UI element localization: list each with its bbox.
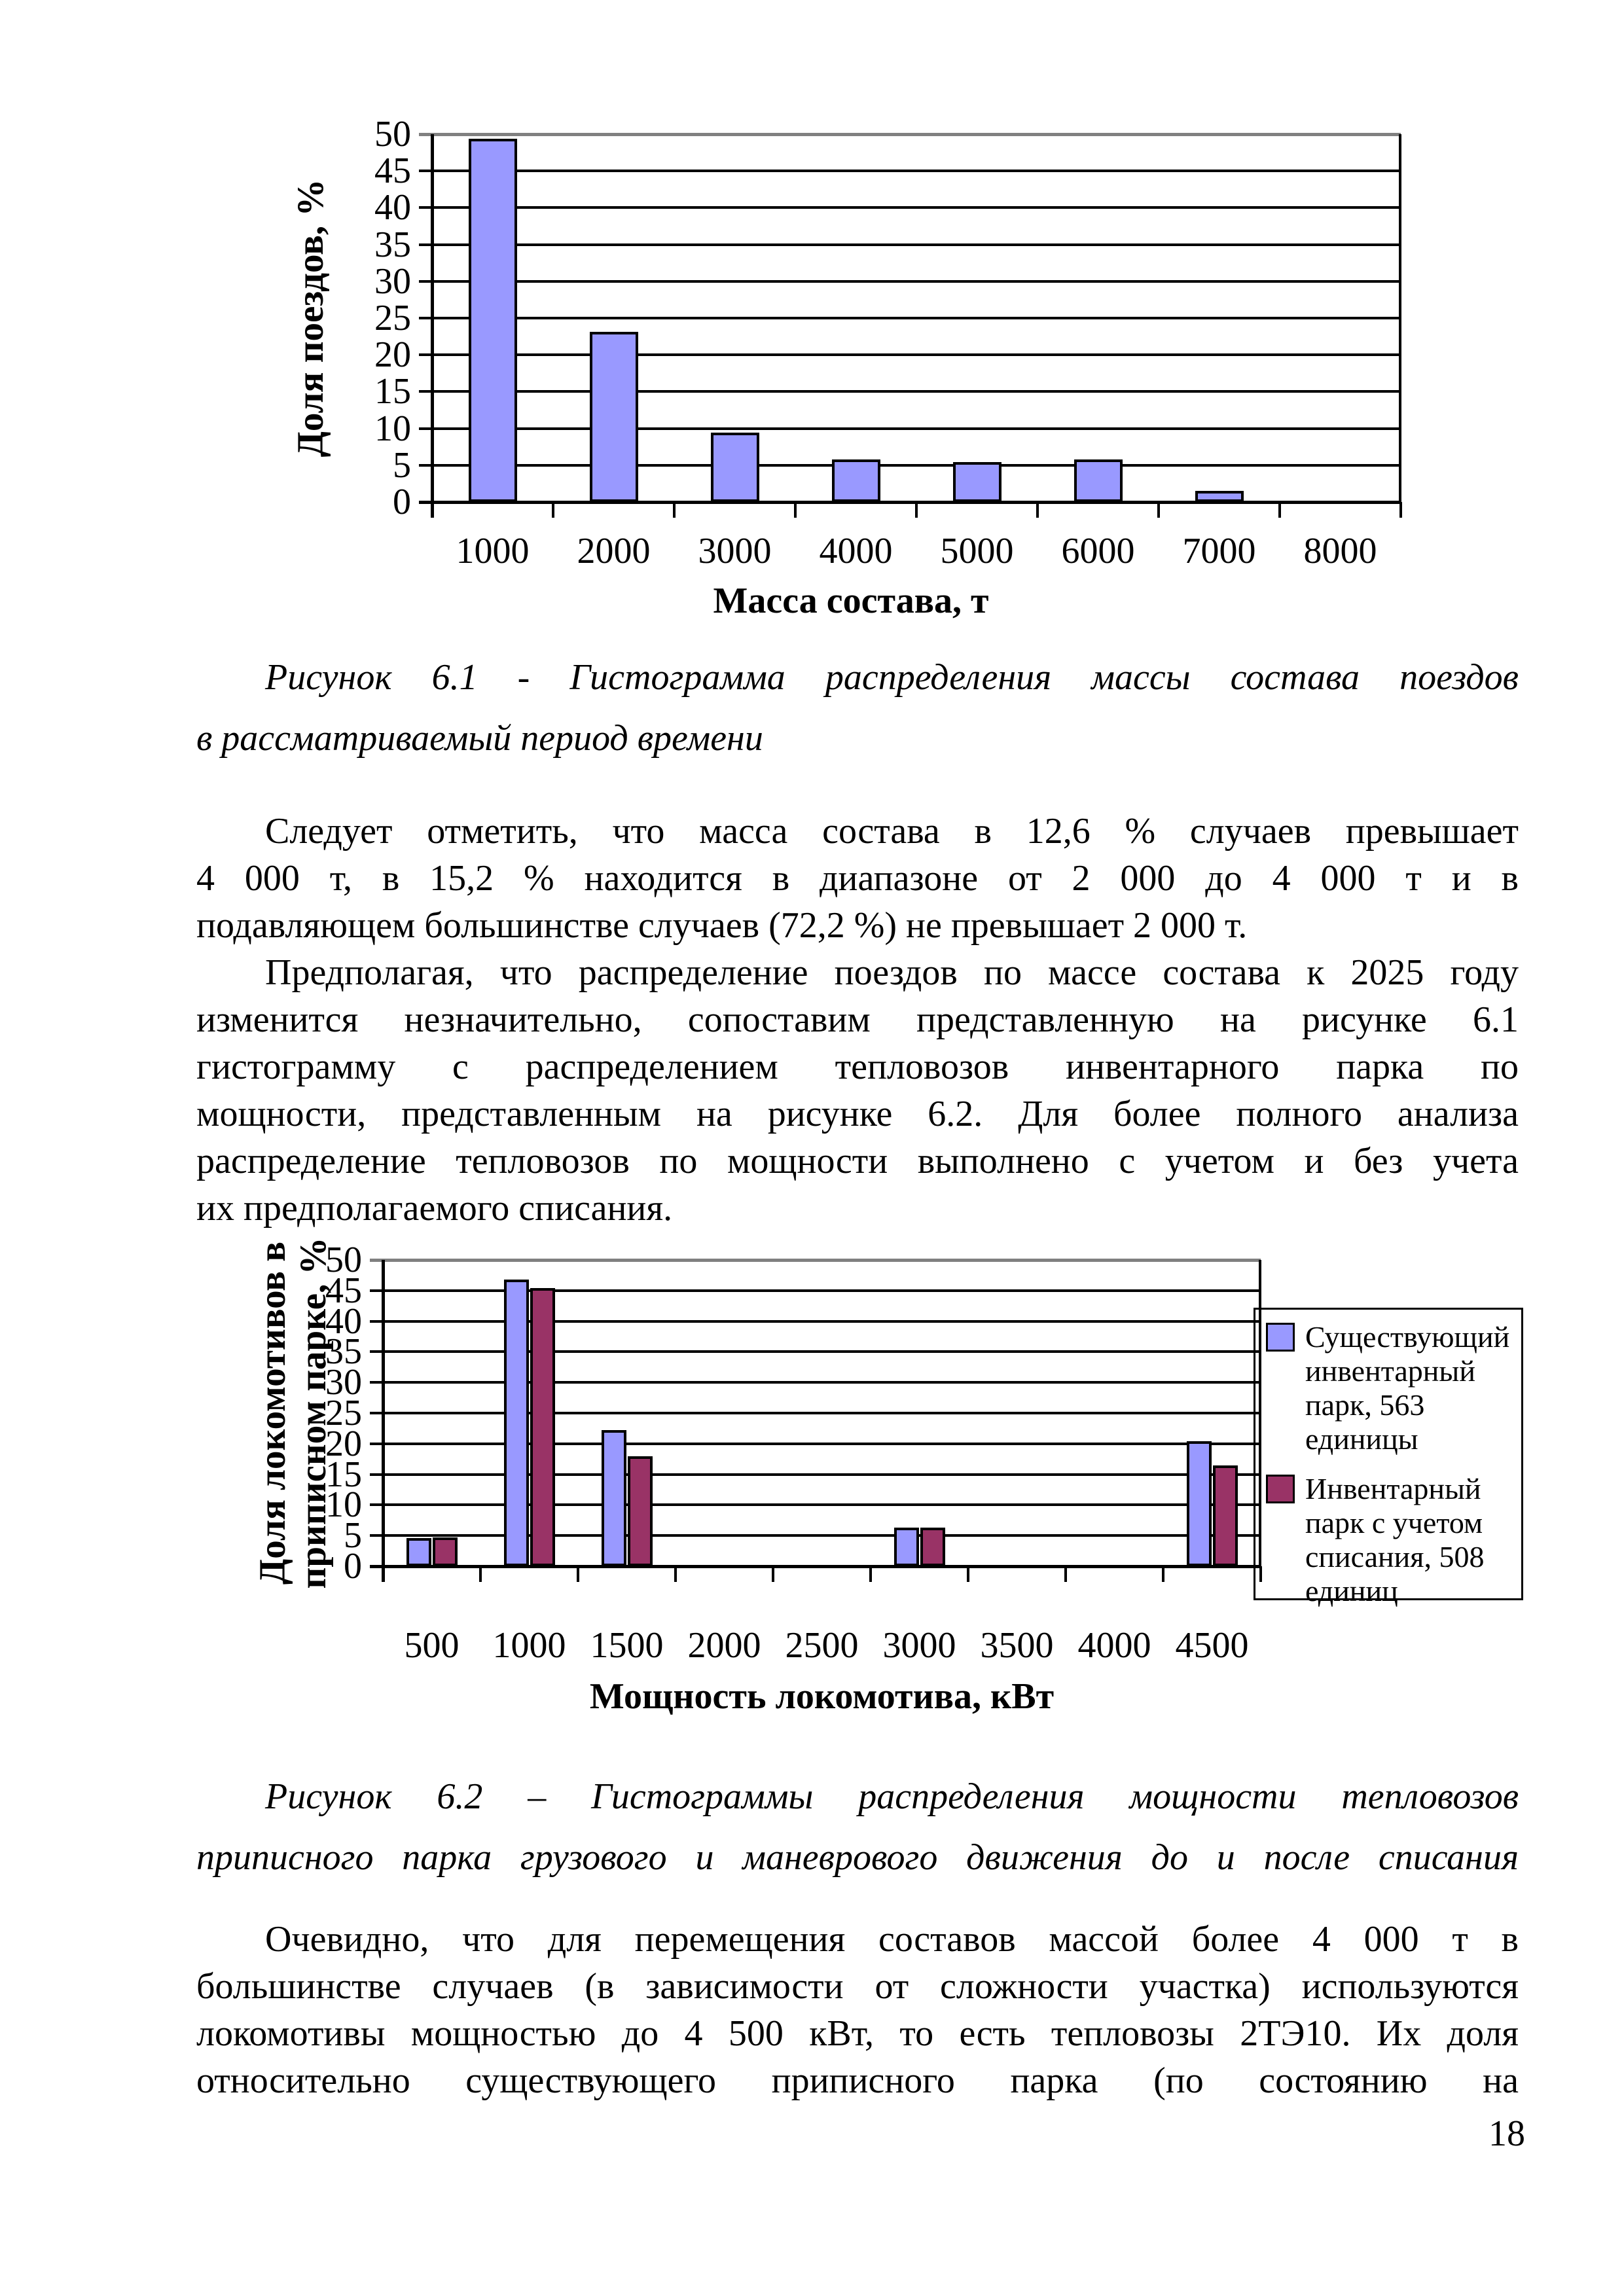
y-tick-label: 5 [344, 1515, 362, 1556]
chart1-x-axis-title: Масса состава, т [713, 581, 989, 621]
legend-entry [1266, 1472, 1515, 1608]
bar-4500-s1 [1213, 1465, 1238, 1566]
y-tick-label: 40 [325, 1300, 362, 1342]
y-tick-label: 30 [374, 260, 411, 302]
x-tick-label: 3000 [698, 531, 772, 571]
bar-1500-s1 [628, 1456, 653, 1566]
x-tick-label: 1000 [492, 1625, 566, 1666]
text-line: распределение тепловозов по мощности выполнено с учетом и без учета [196, 1141, 1519, 1181]
x-tick-label: 2500 [785, 1625, 859, 1666]
bar-1000-s0 [469, 139, 517, 502]
x-tick-mark [479, 1566, 482, 1582]
x-tick-label: 1500 [590, 1625, 664, 1666]
gridline [419, 353, 1401, 356]
text-line: Предполагая, что распределение поездов по массе состава к 2025 году [265, 952, 1519, 993]
bar-4500-s0 [1187, 1441, 1212, 1566]
bar-4000-s0 [832, 459, 880, 502]
y-tick-label: 50 [374, 114, 411, 154]
y-tick-label: 45 [374, 151, 411, 192]
x-tick-mark [552, 502, 554, 518]
bar-6000-s0 [1074, 459, 1123, 502]
gridline [419, 427, 1401, 430]
bar-5000-s0 [953, 462, 1001, 502]
chart1-y-axis-title: Доля поездов, % [290, 179, 331, 457]
plot-right-border [1259, 1260, 1261, 1566]
y-tick-label: 5 [393, 444, 411, 486]
y-tick-label: 35 [325, 1331, 362, 1372]
legend-entry [1266, 1320, 1515, 1456]
gridline [419, 133, 1401, 136]
y-tick-label: 10 [374, 408, 411, 449]
x-tick-mark [869, 1566, 872, 1582]
caption-line: в рассматриваемый период времени [196, 718, 763, 759]
bar-1000-s1 [530, 1288, 555, 1566]
x-tick-mark [577, 1566, 579, 1582]
text-line: подавляющем большинстве случаев (72,2 %) не превышает 2 000 т. [196, 905, 1248, 946]
x-tick-label: 1000 [456, 531, 530, 571]
text-line: большинстве случаев (в зависимости от сложности участка) используются [196, 1966, 1519, 2007]
x-tick-mark [1399, 502, 1402, 518]
y-tick-label: 0 [344, 1546, 362, 1587]
bar-500-s1 [433, 1537, 458, 1566]
y-tick-label: 20 [374, 334, 411, 376]
chart2-legend [1254, 1308, 1523, 1607]
x-tick-label: 7000 [1182, 531, 1256, 571]
caption-line: Рисунок 6.2 – Гистограммы распределения мощности тепловозов [265, 1776, 1519, 1817]
text-line: локомотивы мощностью до 4 500 кВт, то есть тепловозы 2ТЭ10. Их доля [196, 2013, 1519, 2054]
y-tick-label: 50 [325, 1240, 362, 1280]
legend-swatch-existing-fleet [1266, 1323, 1295, 1352]
text-line: относительно существующего приписного парка (по состоянию на [196, 2060, 1519, 2101]
gridline [419, 317, 1401, 319]
y-tick-label: 0 [393, 482, 411, 522]
gridline [419, 280, 1401, 283]
y-axis-line [431, 134, 434, 518]
x-axis-line [419, 501, 1401, 504]
text-line: изменится незначительно, сопоставим представленную на рисунке 6.1 [196, 999, 1519, 1040]
text-line: Очевидно, что для перемещения составов массой более 4 000 т в [265, 1919, 1519, 1960]
y-tick-label: 15 [325, 1454, 362, 1495]
gridline [419, 206, 1401, 209]
gridline [370, 1259, 1261, 1262]
body-text-block-2 [196, 1916, 1519, 2104]
x-tick-mark [915, 502, 918, 518]
bar-3000-s1 [920, 1528, 945, 1566]
x-tick-mark [772, 1566, 774, 1582]
bar-1000-s0 [504, 1280, 529, 1566]
x-tick-mark [1278, 502, 1281, 518]
chart2-x-axis-title: Мощность локомотива, кВт [589, 1676, 1055, 1717]
caption-line: Рисунок 6.1 - Гистограмма распределения массы состава поездов [265, 657, 1519, 698]
x-tick-label: 5000 [940, 531, 1014, 571]
x-tick-label: 6000 [1061, 531, 1135, 571]
legend-swatch-fleet-after-writeoff [1266, 1475, 1295, 1503]
figure-6-1-caption [196, 647, 1519, 769]
page-number: 18 [1489, 2113, 1525, 2154]
y-tick-label: 35 [374, 224, 411, 265]
y-tick-label: 10 [325, 1484, 362, 1526]
x-tick-label: 500 [404, 1625, 460, 1666]
legend-label: Существующий инвентарный парк, 563 единицы [1305, 1320, 1510, 1456]
gridline [419, 464, 1401, 467]
bar-7000-s0 [1195, 491, 1244, 502]
text-line: Следует отметить, что масса состава в 12,6 % случаев превышает [265, 811, 1519, 852]
x-tick-label: 3500 [980, 1625, 1054, 1666]
text-line: гистограмму с распределением тепловозов инвентарного парка по [196, 1047, 1519, 1087]
plot-right-border [1399, 134, 1401, 502]
x-tick-mark [431, 502, 433, 518]
y-tick-label: 25 [325, 1393, 362, 1433]
y-tick-label: 40 [374, 187, 411, 228]
gridline [419, 243, 1401, 246]
x-tick-mark [1036, 502, 1039, 518]
x-tick-mark [1064, 1566, 1067, 1582]
x-tick-mark [674, 1566, 677, 1582]
x-tick-mark [967, 1566, 969, 1582]
y-tick-label: 25 [374, 298, 411, 338]
bar-2000-s0 [590, 332, 638, 502]
x-tick-label: 4000 [819, 531, 893, 571]
chart2-y-axis-title: Доля локомотивов в приписном парке, % [252, 1237, 334, 1589]
y-tick-label: 20 [325, 1423, 362, 1464]
y-tick-label: 45 [325, 1270, 362, 1311]
x-tick-label: 2000 [687, 1625, 761, 1666]
gridline [419, 390, 1401, 393]
y-tick-label: 30 [325, 1362, 362, 1403]
y-tick-label: 15 [374, 371, 411, 412]
gridline [419, 170, 1401, 172]
text-line: их предполагаемого списания. [196, 1188, 673, 1229]
bar-500-s0 [406, 1538, 431, 1566]
x-tick-mark [673, 502, 676, 518]
x-tick-label: 4000 [1077, 1625, 1151, 1666]
x-tick-mark [1259, 1566, 1262, 1582]
bar-3000-s0 [711, 433, 759, 502]
x-tick-mark [1162, 1566, 1164, 1582]
text-line: мощности, представленным на рисунке 6.2. Для более полного анализа [196, 1094, 1519, 1134]
x-tick-label: 4500 [1175, 1625, 1249, 1666]
x-tick-mark [794, 502, 797, 518]
y-axis-line [382, 1260, 385, 1582]
caption-line: приписного парка грузового и маневрового движения до и после списания [196, 1837, 1519, 1878]
legend-label: Инвентарный парк с учетом списания, 508 единиц [1305, 1472, 1485, 1607]
x-tick-label: 8000 [1303, 531, 1377, 571]
x-tick-label: 2000 [577, 531, 651, 571]
x-tick-mark [382, 1566, 384, 1582]
x-tick-label: 3000 [882, 1625, 956, 1666]
body-text-block-1 [196, 808, 1519, 1232]
text-line: 4 000 т, в 15,2 % находится в диапазоне от 2 000 до 4 000 т и в [196, 858, 1519, 899]
bar-3000-s0 [894, 1528, 919, 1566]
x-tick-mark [1157, 502, 1160, 518]
bar-1500-s0 [602, 1430, 626, 1566]
figure-6-2-caption [196, 1767, 1519, 1888]
